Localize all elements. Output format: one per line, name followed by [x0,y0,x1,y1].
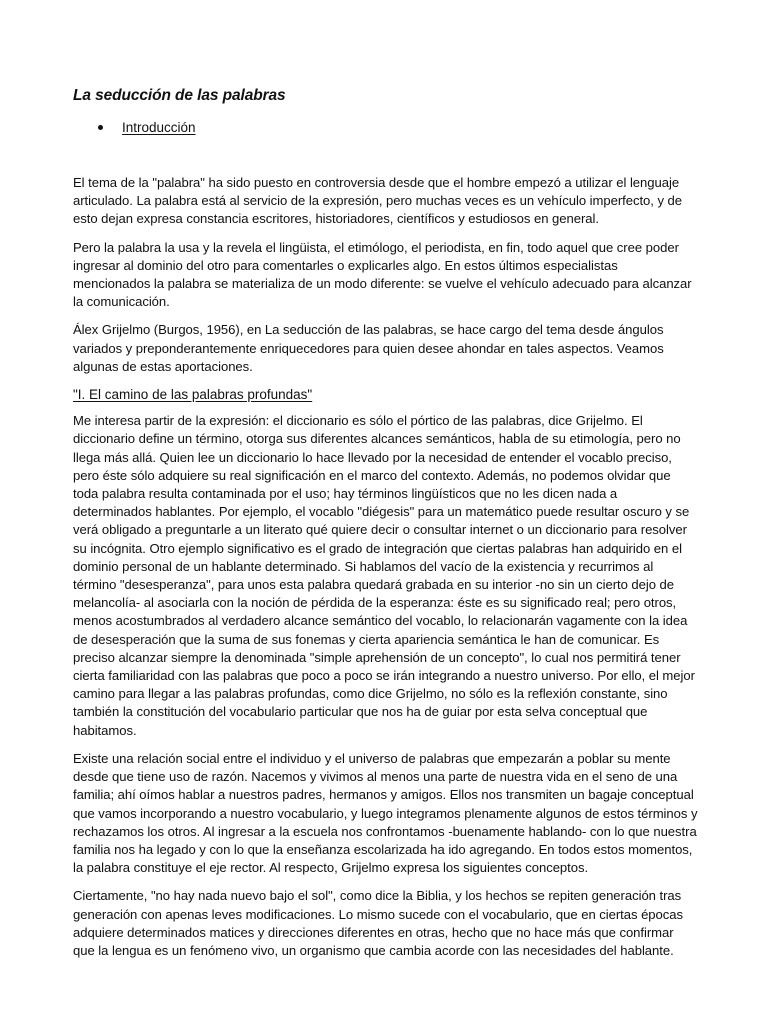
document-title: La seducción de las palabras [73,87,286,104]
bullet-label: Introducción [122,120,196,135]
document-body [73,174,698,970]
bullet-item [98,120,196,135]
paragraph: El tema de la "palabra" ha sido puesto en controversia desde que el hombre empezó a utilizar el lenguaje articulado. La palabra está al servicio de la expresión, pero muchas veces es un vehículo imperfecto, y de esto dejan expresa constancia escritores, historiadores, científicos y estudiosos en general. [73,175,682,227]
section-heading: "I. El camino de las palabras profundas" [73,387,313,403]
paragraph: Álex Grijelmo (Burgos, 1956), en La seducción de las palabras, se hace cargo del tema desde ángulos variados y preponderantemente enriquecedores para quien desee ahondar en tales aspectos. Veamos algunas de estas aportaciones. [73,322,664,374]
paragraph: Existe una relación social entre el individuo y el universo de palabras que empezarán a poblar su mente desde que tiene uso de razón. Nacemos y vivimos al menos una parte de nuestra vida en el seno de una familia; ahí oímos hablar a nuestros padres, hermanos y amigos. Ellos nos transmiten un bagaje conceptual que vamos incorporando a nuestro vocabulario, y luego integramos plenamente algunos de estos términos y rechazamos los otros. Al ingresar a la escuela nos confrontamos -buenamente hablando- con lo que nuestra familia nos ha legado y con lo que la enseñanza escolarizada ha ido agregando. En todos estos momentos, la palabra constituye el eje rector. Al respecto, Grijelmo expresa los siguientes conceptos. [73,750,698,876]
paragraph: Ciertamente, "no hay nada nuevo bajo el sol", como dice la Biblia, y los hechos se repiten generación tras generación con apenas leves modificaciones. Lo mismo sucede con el vocabulario, que en ciertas épocas adquiere determinados matices y direcciones diferentes en otras, hecho que no hace más que confirmar que la lengua es un fenómeno vivo, un organismo que cambia acorde con las necesidades del hablante. [73,888,683,958]
paragraph: Pero la palabra la usa y la revela el lingüista, el etimólogo, el periodista, en fin, todo aquel que cree poder ingresar al dominio del otro para comentarles o explicarles algo. En estos últimos especialistas mencionados la palabra se materializa de un modo diferente: se vuelve el vehículo adecuado para alcanzar la comunicación. [73,239,692,310]
bullet-icon [98,125,103,130]
paragraph: Me interesa partir de la expresión: el diccionario es sólo el pórtico de las palabras, dice Grijelmo. El diccionario define un término, otorga sus diferentes alcances semánticos, habla de su etimología, pero no llega más allá. Quien lee un diccionario lo hace llevado por la necesidad de entender el vocablo preciso, pero éste sólo adquiere su real significación en el marco del contexto. Además, no podemos olvidar que toda palabra resulta contaminada por el uso; hay términos lingüísticos que no les dicen nada a determinados hablantes. Por ejemplo, el vocablo "diégesis" para un matemático puede resultar oscuro y se verá obligado a preguntarle a un literato qué quiere decir o consultar internet o un diccionario para resolver su incógnita. Otro ejemplo significativo es el grado de integración que ciertas palabras han adquirido en el dominio personal de un hablante determinado. Si hablamos del vacío de la existencia y recurrimos al término "desesperanza", para unos esta palabra quedará grabada en su interior -no sin un cierto dejo de melancolía- al asociarla con la noción de pérdida de la esperanza: éste es su significado real; pero otros, menos acostumbrados al verdadero alcance semántico del vocablo, lo relacionarán vagamente con la idea de desesperación que la suma de sus fonemas y cierta apariencia semántica le han de comunicar. Es preciso alcanzar siempre la denominada "simple aprehensión de un concepto", lo cual nos permitirá tener cierta familiaridad con las palabras que poco a poco se irán integrando a nuestro universo. Por ello, el mejor camino para llegar a las palabras profundas, como dice Grijelmo, no sólo es la reflexión constante, sino también la constitución del vocabulario particular que nos ha de guiar por esta selva conceptual que habitamos. [73,413,695,738]
